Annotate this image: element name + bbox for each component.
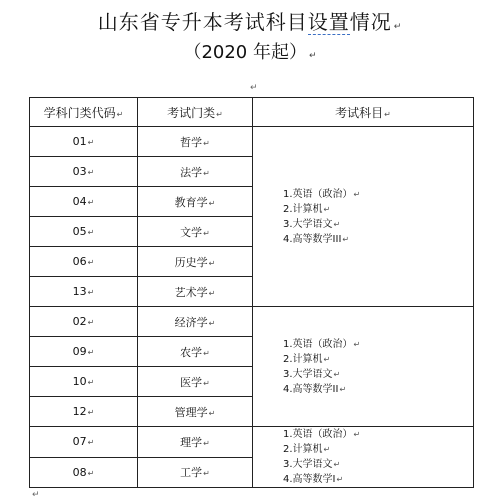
table-row [30, 307, 474, 337]
subject-item: 2.计算机↵ [283, 203, 331, 215]
subject-item: 2.计算机↵ [283, 353, 331, 365]
code-cell: 10↵ [30, 367, 138, 397]
code-cell: 07↵ [30, 427, 138, 458]
paragraph-mark: ↵ [250, 83, 258, 93]
category-cell: 理学↵ [138, 427, 253, 458]
category-cell: 教育学↵ [138, 187, 253, 217]
document-title [0, 6, 500, 35]
category-cell: 医学↵ [138, 367, 253, 397]
subjects-cell [253, 307, 474, 427]
table-row [30, 127, 474, 157]
code-cell: 12↵ [30, 397, 138, 427]
header-subjects: 考试科目↵ [253, 98, 474, 127]
category-cell: 农学↵ [138, 337, 253, 367]
header-category: 考试门类↵ [138, 98, 253, 127]
paragraph-mark: ↵ [393, 22, 403, 32]
category-cell: 管理学↵ [138, 397, 253, 427]
category-cell: 历史学↵ [138, 247, 253, 277]
header-code: 学科门类代码↵ [30, 98, 138, 127]
table-header-row [30, 98, 474, 127]
subjects-cell [253, 127, 474, 307]
subject-item: 1.英语（政治）↵ [283, 188, 361, 200]
subject-item: 3.大学语文↵ [283, 218, 341, 230]
code-cell: 02↵ [30, 307, 138, 337]
code-cell: 09↵ [30, 337, 138, 367]
category-cell: 法学↵ [138, 157, 253, 187]
subjects-table [29, 97, 474, 488]
subjects-cell [253, 427, 474, 488]
subject-item: 4.高等数学II↵ [283, 383, 347, 395]
category-cell: 艺术学↵ [138, 277, 253, 307]
category-cell: 工学↵ [138, 457, 253, 488]
code-cell: 03↵ [30, 157, 138, 187]
category-cell: 文学↵ [138, 217, 253, 247]
code-cell: 13↵ [30, 277, 138, 307]
title-underlined-word: 设置 [307, 10, 350, 34]
category-cell: 哲学↵ [138, 127, 253, 157]
subject-item: 2.计算机↵ [283, 444, 331, 455]
paragraph-mark: ↵ [32, 490, 40, 500]
subject-item: 1.英语（政治）↵ [283, 429, 361, 440]
title-prefix: 山东省专升本考试科目 [97, 10, 308, 34]
subject-item: 4.高等数学III↵ [283, 233, 350, 245]
subject-item: 4.高等数学I↵ [283, 474, 344, 485]
title-suffix: 情况 [349, 10, 392, 34]
document-subtitle [0, 38, 500, 64]
code-cell: 04↵ [30, 187, 138, 217]
code-cell: 06↵ [30, 247, 138, 277]
subject-item: 3.大学语文↵ [283, 368, 341, 380]
category-cell: 经济学↵ [138, 307, 253, 337]
subject-item: 1.英语（政治）↵ [283, 338, 361, 350]
code-cell: 01↵ [30, 127, 138, 157]
code-cell: 05↵ [30, 217, 138, 247]
code-cell: 08↵ [30, 457, 138, 488]
table-row [30, 427, 474, 458]
paragraph-mark: ↵ [308, 51, 317, 61]
subject-item: 3.大学语文↵ [283, 459, 341, 470]
subtitle-text: （2020 年起） [183, 42, 307, 63]
